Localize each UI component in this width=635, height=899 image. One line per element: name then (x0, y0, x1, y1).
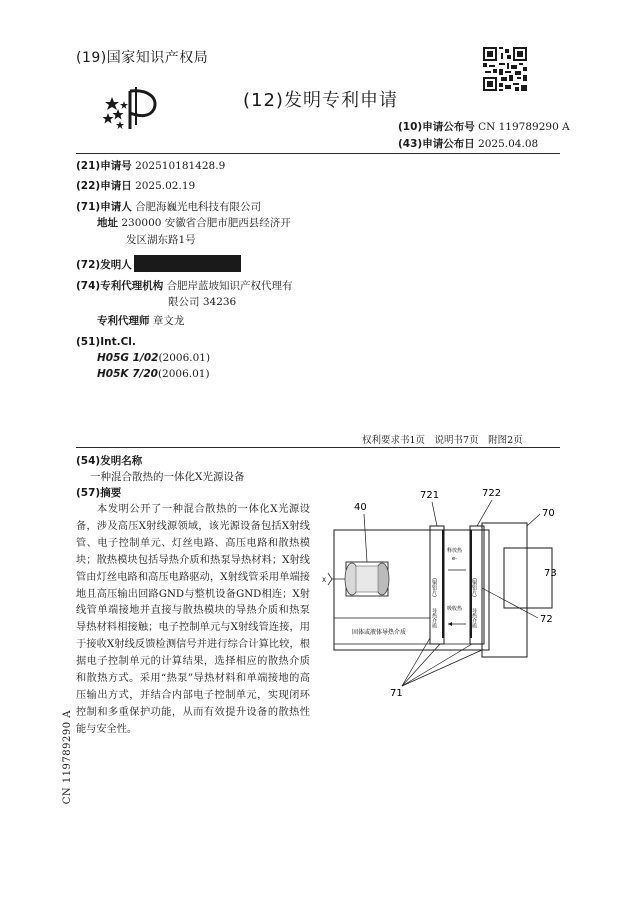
ipc-entry: H05G 1/02(2006.01) (97, 352, 211, 364)
ref-70: 70 (542, 508, 555, 519)
cnipa-logo-icon (100, 83, 164, 133)
application-date: (22)申请日 2025.02.19 (76, 180, 196, 192)
page-counts: 权利要求书1页 说明书7页 附图2页 (362, 435, 523, 446)
office-name: (19)国家知识产权局 (76, 50, 209, 66)
ref-72: 72 (540, 614, 553, 625)
side-publication-id: CN 119789290 A (62, 710, 73, 805)
address-line-2: 发区湖东路1号 (126, 234, 196, 246)
inventor-redaction (134, 255, 241, 272)
abstract-label: (57)摘要 (76, 487, 122, 499)
release-heat-label: 释放热 (447, 548, 463, 554)
patent-agency: (74)专利代理机构 合肥岸蓝坡知识产权代理有 (76, 280, 293, 292)
publication-date: (43)申请公布日 2025.04.08 (398, 138, 539, 150)
address: 地址 230000 安徽省合肥市肥西县经济开 (97, 217, 291, 229)
qr-code-icon (483, 47, 527, 91)
patent-agency-line-2: 限公司 34236 (168, 296, 237, 308)
electron-label: e- (452, 556, 457, 562)
patent-agent: 专利代理师 章文龙 (97, 315, 185, 327)
abstract-figure (322, 478, 562, 708)
counts-divider (76, 447, 560, 448)
inventor-label: (72)发明人 (76, 259, 132, 271)
ipc-entry: H05K 7/20(2006.01) (97, 368, 210, 380)
applicant: (71)申请人 合肥海巍光电科技有限公司 (76, 201, 262, 213)
medium-left-label: 导热介质 (431, 608, 437, 628)
ref-40: 40 (354, 502, 367, 513)
plate-right-label: (铜铝片) (471, 578, 477, 597)
ipc-label: (51)Int.Cl. (76, 336, 136, 348)
plate-left-label: (铜铝片) (431, 578, 437, 597)
ref-721: 721 (420, 490, 440, 501)
ref-71: 71 (390, 688, 403, 699)
publication-type: (12)发明专利申请 (243, 90, 398, 111)
ref-73: 73 (544, 568, 557, 579)
invention-title: 一种混合散热的一体化X光源设备 (90, 471, 245, 483)
title-label: (54)发明名称 (76, 455, 143, 467)
application-number: (21)申请号 202510181428.9 (76, 160, 226, 172)
header-divider (76, 153, 560, 154)
publication-number: (10)申请公布号 CN 119789290 A (398, 121, 570, 133)
bottom-medium-label: 固体或液体导热介质 (352, 629, 407, 636)
medium-right-label: 导热介质 (471, 608, 477, 628)
abstract-text: 本发明公开了一种混合散热的一体化X光源设备，涉及高压X射线源领域，该光源设备包括X射线管、电子控制单元、灯丝电路、高压电路和散热模块；散热模块包括导热介质和热泵导热材料；X射线管由灯丝电路和高压电路驱动，X射线管采用单端接地且高压输出回路GND与整机设备GND相连；X射线管单端接地并直接与散热模块的导热介质和热泵导热材料相接触；电子控制单元与X射线管连接，用于接收X射线反馈检测信号并进行综合计算比较，根据电子控制单元的计算结果，选择相应的散热介质和散热方式。采用“热泵”导热材料和单端接地的高压输出方式，并结合内部电子控制单元，实现闭环控制和多重保护功能，从而有效提升设备的散热性能与安全性。 (76, 504, 310, 735)
ref-722: 722 (482, 488, 502, 499)
x-ray-label: X (322, 577, 327, 584)
absorb-heat-label: 吸收热 (447, 606, 463, 612)
